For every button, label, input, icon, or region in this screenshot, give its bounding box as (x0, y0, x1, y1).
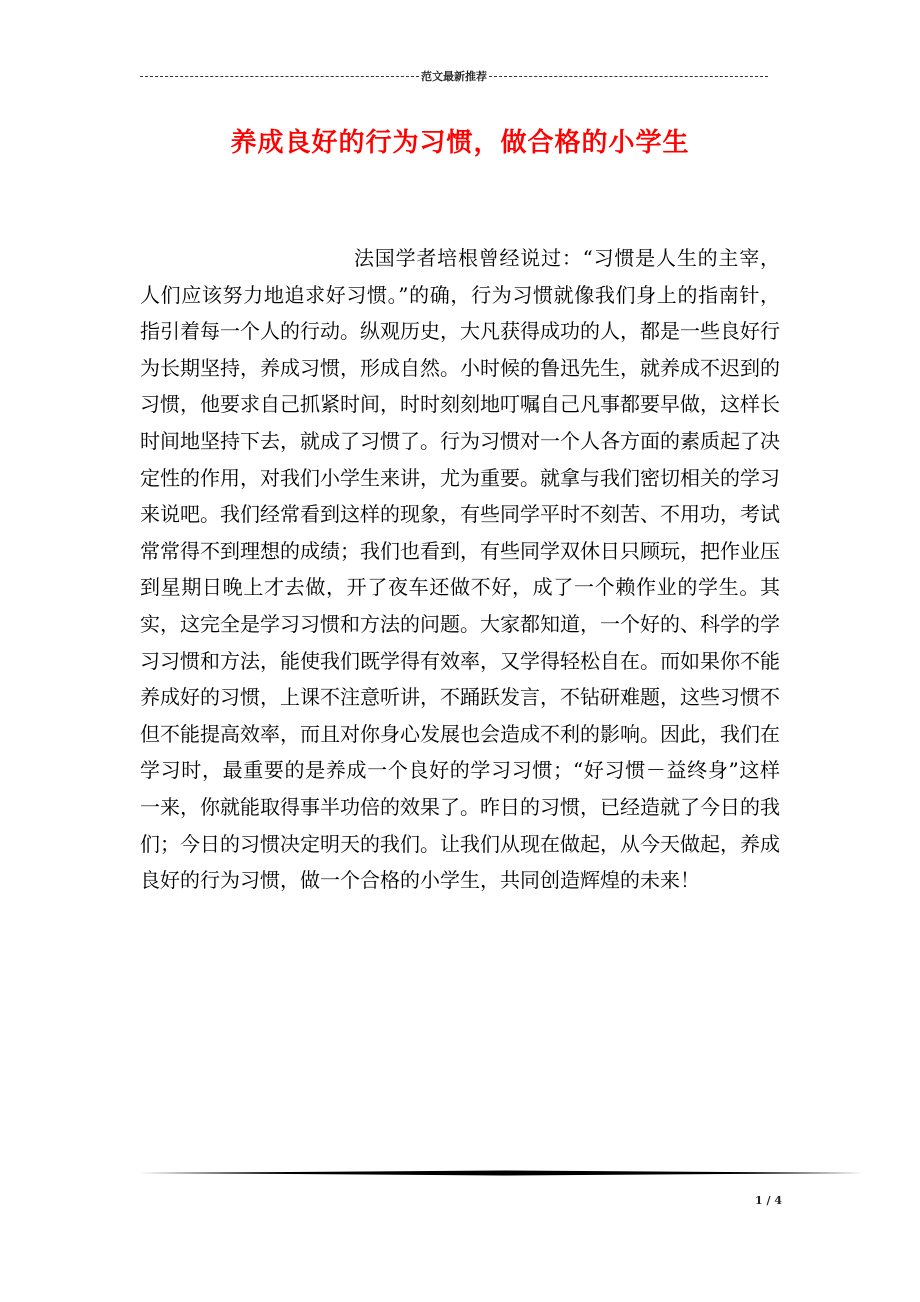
footer-rule-line (140, 1171, 864, 1176)
header-dash-left (140, 76, 419, 77)
footer-rule (140, 1170, 864, 1176)
header-dash-right (489, 76, 768, 77)
header-label: 范文最新推荐 (421, 70, 487, 83)
document-body: 法国学者培根曾经说过：“习惯是人生的主宰，人们应该努力地追求好习惯。”的确，行为习惯就像我们身上的指南针，指引着每一个人的行动。纵观历史，大凡获得成功的人，都是一些良好行为长期坚持，养成习惯，形成自然。小时候的鲁迅先生，就养成不迟到的习惯，他要求自己抓紧时间，时时刻刻地叮嘱自己凡事都要早做，这样长时间地坚持下去，就成了习惯了。行为习惯对一个人各方面的素质起了决定性的作用，对我们小学生来讲，尤为重要。就拿与我们密切相关的学习来说吧。我们经常看到这样的现象，有些同学平时不刻苦、不用功，考试常常得不到理想的成绩；我们也看到，有些同学双休日只顾玩，把作业压到星期日晚上才去做，开了夜车还做不好，成了一个赖作业的学生。其实，这完全是学习习惯和方法的问题。大家都知道，一个好的、科学的学习习惯和方法，能使我们既学得有效率，又学得轻松自在。而如果你不能养成好的习惯，上课不注意听讲，不踊跃发言，不钻研难题，这些习惯不但不能提高效率，而且对你身心发展也会造成不利的影响。因此，我们在学习时，最重要的是养成一个良好的学习习惯；“好习惯－益终身”这样一来，你就能取得事半功倍的效果了。昨日的习惯，已经造就了今日的我们；今日的习惯决定明天的我们。让我们从现在做起，从今天做起，养成良好的行为习惯，做一个合格的小学生，共同创造辉煌的未来！ (140, 246, 780, 893)
page-header (140, 68, 768, 84)
page-number: 1 / 4 (755, 1194, 782, 1207)
document-title: 养成良好的行为习惯，做合格的小学生 (230, 128, 690, 158)
